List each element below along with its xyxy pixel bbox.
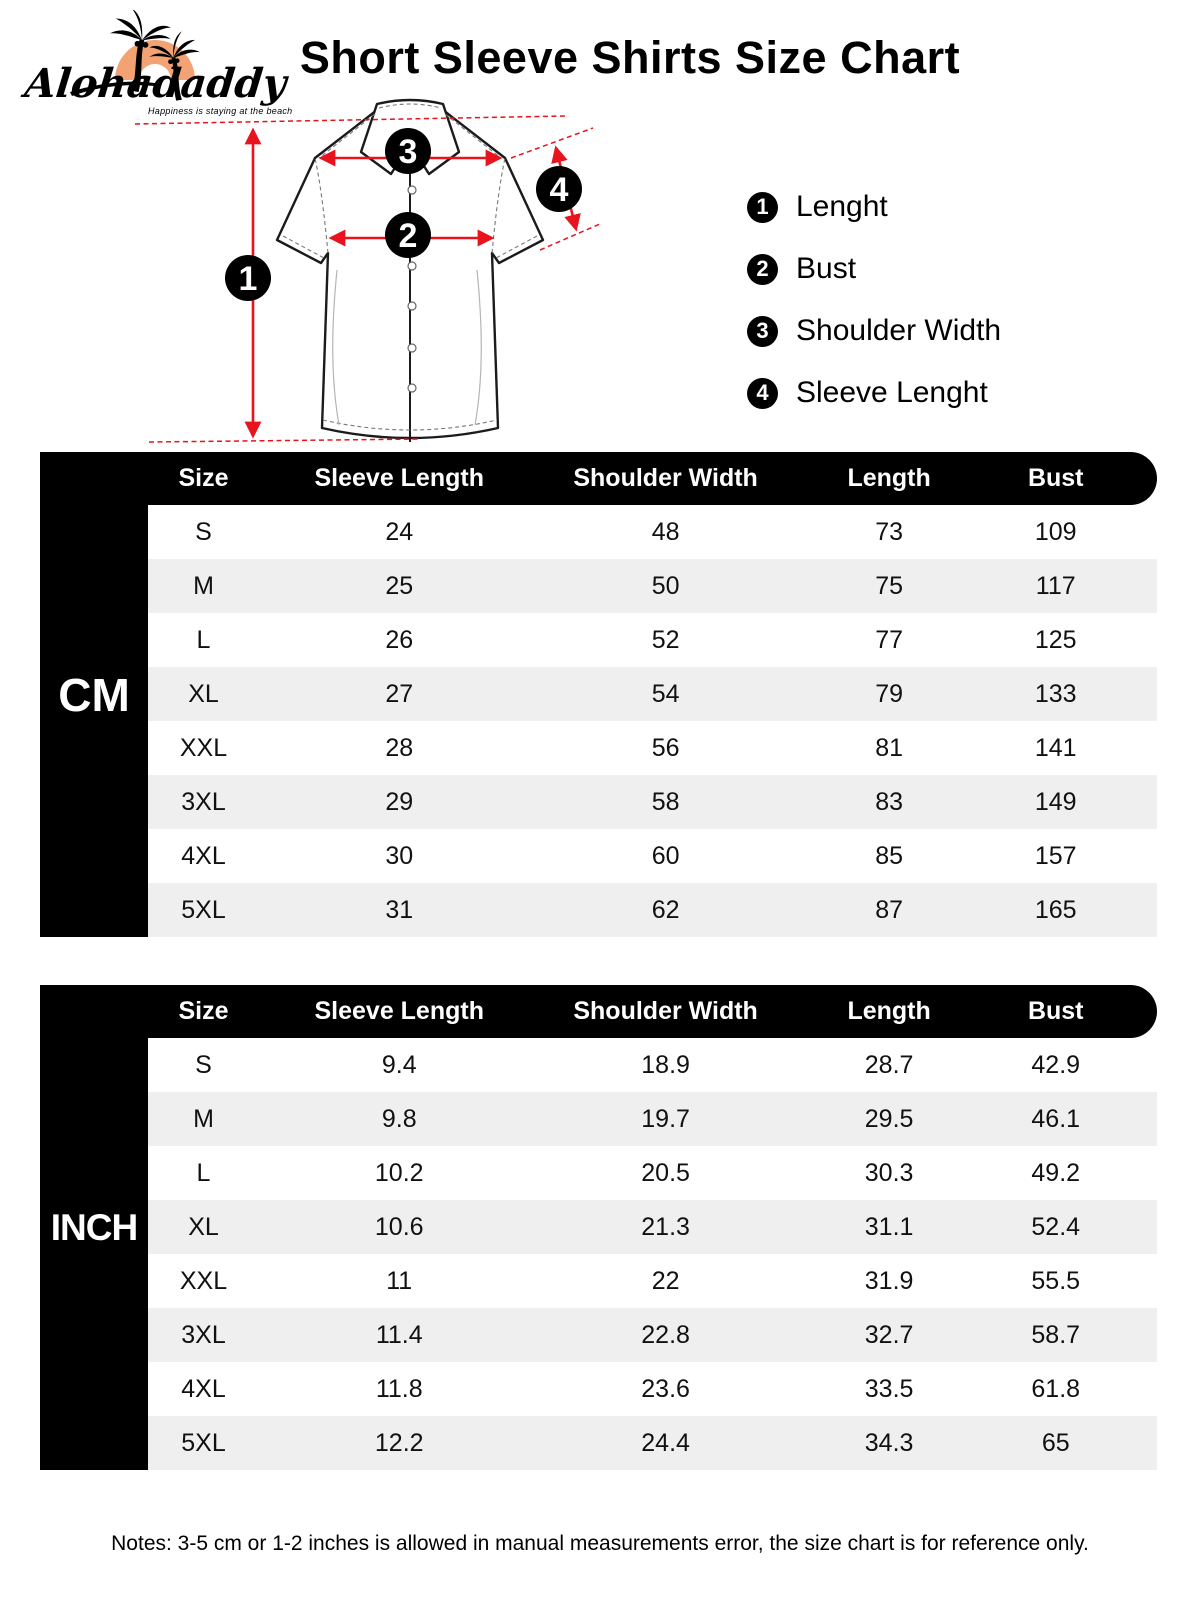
value-cell: 24	[385, 517, 414, 546]
legend-label-sleeve-length: Sleeve Lenght	[796, 376, 988, 409]
column-header: Size	[178, 464, 229, 492]
table-row	[148, 829, 1157, 883]
column-header: Length	[847, 997, 931, 1025]
table-row	[148, 613, 1157, 667]
value-cell: 52.4	[1031, 1212, 1081, 1241]
table-row	[148, 1254, 1157, 1308]
size-cell: M	[193, 571, 214, 600]
column-header: Size	[178, 997, 229, 1025]
unit-label-cm: CM	[40, 452, 148, 937]
size-cell: L	[196, 1158, 211, 1187]
value-cell: 31	[385, 895, 414, 924]
sleeve-bottom-guide-line	[540, 224, 600, 250]
table-row	[148, 775, 1157, 829]
value-cell: 25	[385, 571, 414, 600]
value-cell: 58.7	[1031, 1320, 1081, 1349]
marker-1-number: 1	[238, 260, 258, 298]
size-cell: 4XL	[181, 841, 226, 870]
table-row	[148, 883, 1157, 937]
shirt-measurement-diagram	[125, 90, 625, 455]
size-cell: 3XL	[181, 1320, 226, 1349]
marker-4-number: 4	[549, 171, 569, 209]
table-body	[148, 1038, 1157, 1470]
value-cell: 19.7	[641, 1104, 690, 1133]
table-row	[148, 505, 1157, 559]
sleeve-top-guide-line	[511, 128, 593, 158]
unit-label-inch: INCH	[40, 985, 148, 1470]
column-header: Shoulder Width	[573, 464, 758, 492]
marker-3-number: 3	[398, 133, 418, 171]
value-cell: 22	[651, 1266, 680, 1295]
value-cell: 157	[1034, 841, 1077, 870]
legend-label-shoulder-width: Shoulder Width	[796, 314, 1002, 347]
legend-marker-4: 4	[747, 378, 778, 409]
size-cell: L	[196, 625, 211, 654]
value-cell: 49.2	[1031, 1158, 1081, 1187]
value-cell: 75	[875, 571, 903, 600]
value-cell: 73	[875, 517, 903, 546]
size-table-inch-main	[148, 985, 1157, 1470]
table-header-row	[148, 452, 1157, 505]
value-cell: 26	[385, 625, 414, 654]
value-cell: 9.4	[381, 1050, 417, 1079]
table-row	[148, 667, 1157, 721]
size-cell: XXL	[179, 733, 228, 762]
table-row	[148, 1092, 1157, 1146]
value-cell: 21.3	[641, 1212, 690, 1241]
value-cell: 79	[875, 679, 903, 708]
size-cell: 5XL	[181, 895, 226, 924]
value-cell: 12.2	[374, 1428, 424, 1457]
value-cell: 29.5	[864, 1104, 914, 1133]
value-cell: 61.8	[1031, 1374, 1081, 1403]
value-cell: 10.2	[374, 1158, 424, 1187]
value-cell: 85	[875, 841, 903, 870]
size-cell: 4XL	[181, 1374, 226, 1403]
value-cell: 34.3	[864, 1428, 914, 1457]
table-row	[148, 559, 1157, 613]
size-table-inch	[40, 985, 1157, 1470]
value-cell: 22.8	[641, 1320, 690, 1349]
size-cell: M	[193, 1104, 214, 1133]
size-cell: XXL	[179, 1266, 228, 1295]
value-cell: 117	[1035, 571, 1076, 600]
value-cell: 27	[385, 679, 414, 708]
measurement-legend	[747, 176, 1001, 424]
value-cell: 83	[875, 787, 903, 816]
column-header: Bust	[1027, 464, 1084, 492]
value-cell: 11.4	[375, 1320, 423, 1349]
size-cell: S	[195, 517, 212, 546]
page-title: Short Sleeve Shirts Size Chart	[299, 32, 961, 83]
value-cell: 65	[1041, 1428, 1070, 1457]
value-cell: 50	[651, 571, 680, 600]
value-cell: 56	[651, 733, 680, 762]
legend-item-bust	[747, 238, 1001, 300]
brand-name: Alohadaddy	[22, 60, 289, 107]
value-cell: 28.7	[864, 1050, 914, 1079]
value-cell: 141	[1034, 733, 1077, 762]
column-header: Sleeve Length	[314, 464, 484, 492]
legend-marker-2: 2	[747, 254, 778, 285]
value-cell: 55.5	[1031, 1266, 1081, 1295]
brand-tagline: Happiness is staying at the beach	[148, 106, 293, 116]
value-cell: 9.8	[381, 1104, 417, 1133]
table-row	[148, 1308, 1157, 1362]
table-row	[148, 1416, 1157, 1470]
value-cell: 58	[651, 787, 680, 816]
value-cell: 10.6	[374, 1212, 424, 1241]
value-cell: 125	[1034, 625, 1077, 654]
value-cell: 165	[1034, 895, 1077, 924]
value-cell: 24.4	[641, 1428, 690, 1457]
value-cell: 11.8	[375, 1374, 423, 1403]
value-cell: 31.1	[864, 1212, 914, 1241]
value-cell: 81	[875, 733, 903, 762]
value-cell: 133	[1034, 679, 1077, 708]
size-cell: S	[195, 1050, 212, 1079]
value-cell: 11	[386, 1266, 413, 1295]
size-cell: 3XL	[181, 787, 226, 816]
value-cell: 52	[651, 625, 680, 654]
value-cell: 23.6	[641, 1374, 690, 1403]
size-cell: 5XL	[181, 1428, 226, 1457]
value-cell: 77	[875, 625, 903, 654]
size-table-cm-main	[148, 452, 1157, 937]
legend-marker-1: 1	[747, 192, 778, 223]
value-cell: 60	[651, 841, 680, 870]
table-row	[148, 1038, 1157, 1092]
value-cell: 30	[385, 841, 414, 870]
column-header: Shoulder Width	[573, 997, 758, 1025]
column-header: Bust	[1027, 997, 1084, 1025]
legend-item-sleeve-length	[747, 362, 1001, 424]
length-bottom-guide-line	[149, 439, 421, 442]
legend-label-bust: Bust	[796, 252, 857, 285]
value-cell: 30.3	[864, 1158, 914, 1187]
value-cell: 20.5	[641, 1158, 690, 1187]
value-cell: 29	[385, 787, 414, 816]
size-cell: XL	[188, 679, 219, 708]
table-row	[148, 1200, 1157, 1254]
size-cell: XL	[188, 1212, 219, 1241]
table-row	[148, 1362, 1157, 1416]
value-cell: 42.9	[1031, 1050, 1081, 1079]
legend-label-length: Lenght	[796, 190, 888, 223]
value-cell: 18.9	[641, 1050, 690, 1079]
length-top-guide-line	[135, 116, 565, 124]
column-header: Sleeve Length	[314, 997, 484, 1025]
notes-text: Notes: 3-5 cm or 1-2 inches is allowed in manual measurements error, the size chart is for reference only.	[111, 1532, 1089, 1555]
value-cell: 33.5	[864, 1374, 914, 1403]
value-cell: 32.7	[864, 1320, 914, 1349]
value-cell: 54	[651, 679, 680, 708]
value-cell: 149	[1034, 787, 1077, 816]
table-header-row	[148, 985, 1157, 1038]
legend-item-length	[747, 176, 1001, 238]
value-cell: 62	[651, 895, 680, 924]
table-row	[148, 721, 1157, 775]
table-body	[148, 505, 1157, 937]
value-cell: 109	[1034, 517, 1077, 546]
size-table-cm	[40, 452, 1157, 937]
table-row	[148, 1146, 1157, 1200]
legend-item-shoulder-width	[747, 300, 1001, 362]
value-cell: 31.9	[864, 1266, 914, 1295]
marker-2-number: 2	[398, 217, 418, 255]
value-cell: 28	[385, 733, 414, 762]
value-cell: 48	[651, 517, 680, 546]
value-cell: 87	[875, 895, 903, 924]
legend-marker-3: 3	[747, 316, 778, 347]
column-header: Length	[847, 464, 931, 492]
value-cell: 46.1	[1031, 1104, 1081, 1133]
